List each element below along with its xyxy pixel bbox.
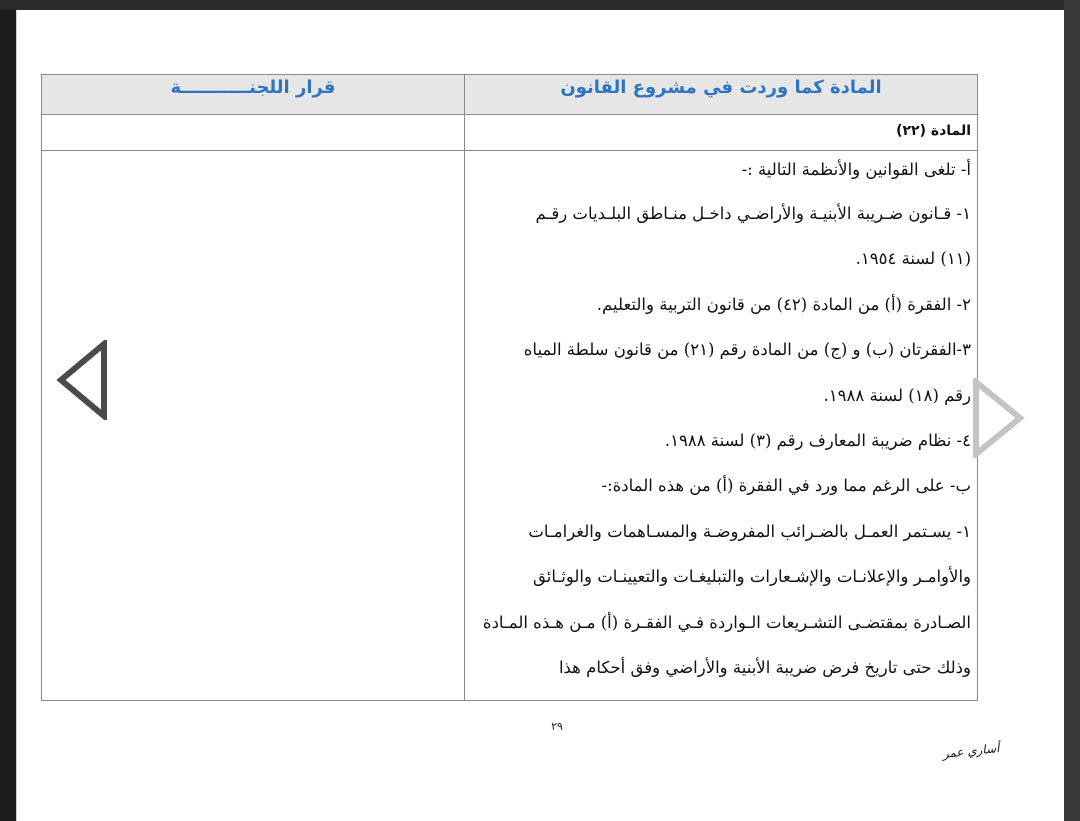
article-title-row	[42, 115, 978, 151]
decision-column-header: قرار اللجنـــــــــــة	[42, 75, 465, 115]
decision-body-cell	[42, 151, 465, 701]
page-number: ٢٩	[551, 720, 563, 733]
article-line: ب- على الرغم مما ورد في الفقرة (أ) من هذه المادة:-	[601, 476, 971, 496]
document-page	[16, 10, 1064, 821]
viewer-top-bar	[0, 0, 1080, 10]
viewer-right-gutter	[1064, 0, 1080, 821]
decision-title-cell	[42, 115, 465, 151]
table-header-row	[42, 75, 978, 115]
article-body-cell	[465, 151, 978, 701]
article-line: ١- يسـتمر العمـل بالضـرائب المفروضـة والمسـاهمات والغرامـات	[528, 521, 971, 541]
article-line: وذلك حتى تاريخ فرض ضريبة الأبنية والأراضي وفق أحكام هذا	[558, 657, 971, 677]
article-line: أ- تلغى القوانين والأنظمة التالية :-	[741, 160, 971, 179]
law-comparison-table	[41, 74, 978, 701]
article-line: ٣-الفقرتان (ب) و (ج) من المادة رقم (٢١) من قانون سلطة المياه	[523, 340, 971, 360]
article-line: (١١) لسنة ١٩٥٤.	[855, 249, 971, 269]
triangle-left-icon	[56, 340, 110, 420]
article-line: والأوامـر والإعلانـات والإشـعارات والتبليغـات والتعيينـات والوثـائق	[533, 567, 971, 587]
next-page-button[interactable]	[970, 378, 1026, 458]
article-line: رقم (١٨) لسنة ١٩٨٨.	[823, 385, 971, 405]
article-column-header: المادة كما وردت في مشروع القانون	[465, 75, 978, 115]
article-title: المادة (٢٢)	[465, 115, 978, 151]
signature: أساري عمر	[942, 741, 1000, 761]
article-line: الصـادرة بمقتضـى التشـريعات الـواردة فـي الفقـرة (أ) مـن هـذه المـادة	[482, 612, 971, 632]
article-body-row	[42, 151, 978, 701]
triangle-right-icon	[970, 378, 1026, 458]
article-line: ٢- الفقرة (أ) من المادة (٤٢) من قانون التربية والتعليم.	[596, 294, 971, 314]
article-line: ١- قـانون ضـريبة الأبنيـة والأراضـي داخـل منـاطق البلـديات رقـم	[535, 204, 971, 223]
previous-page-button[interactable]	[56, 340, 110, 420]
article-line: ٤- نظام ضريبة المعارف رقم (٣) لسنة ١٩٨٨.	[664, 430, 971, 450]
